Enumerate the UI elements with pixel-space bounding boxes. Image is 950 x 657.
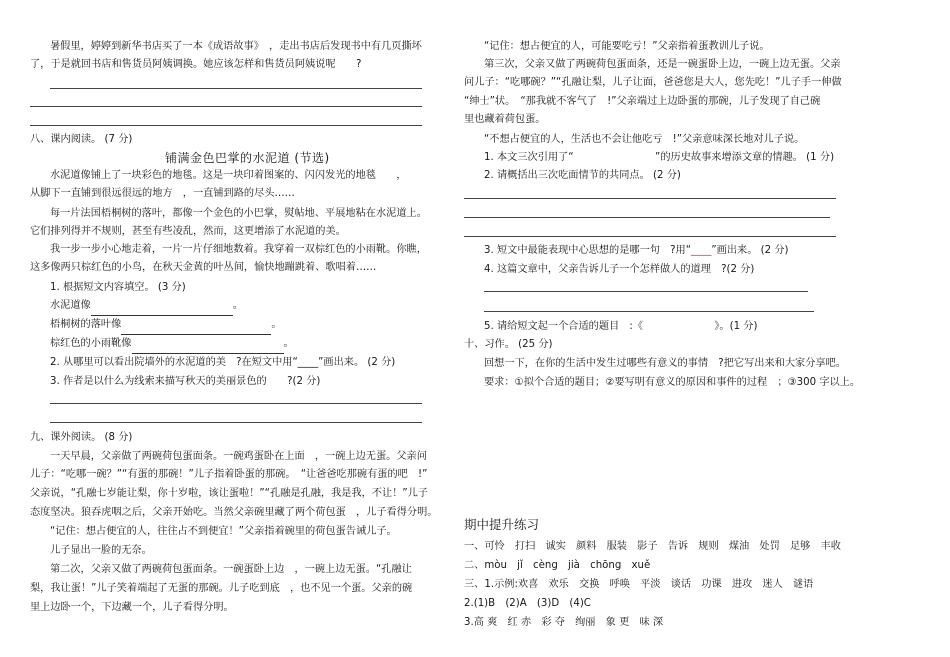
question-3: 3. 作者是以什么为线索来描写秋天的美丽景色的 ?(2 分) — [50, 376, 321, 387]
answers-title: 期中提升练习 — [464, 517, 540, 532]
fill-blank-a: 水泥道像 。 — [50, 297, 243, 316]
answer-line-5: 3.高 爽 红 赤 彩 夺 绚丽 象 更 味 深 — [464, 617, 664, 628]
composition-prompt: 回想一下，在你的生活中发生过哪些有意义的事情 ?把它写出来和大家分享吧。 — [484, 358, 846, 369]
question-3-text: 3. 短文中最能表现中心思想的是哪一句 ?用“ — [484, 245, 692, 256]
passage-line: “记住：想占便宜的人，可能要吃亏！”父亲指着蛋教训儿子说。 — [484, 41, 770, 52]
passage-line: 梨，我让蛋！”儿子笑着端起了无蛋的那碗。儿子吃到底 ，也不见一个蛋。父亲的碗 — [30, 583, 413, 594]
passage-line: 每一片法国梧桐树的落叶，都像一个金色的小巴掌，熨帖地、平展地粘在水泥道上。 — [50, 208, 427, 219]
question-1: 1. 根据短文内容填空。 (3 分) — [50, 282, 186, 293]
answer-line — [464, 217, 830, 218]
blank-field[interactable] — [121, 316, 271, 335]
section-10-heading: 十、习作。 (25 分) — [464, 339, 553, 350]
passage-line: 这多像两只棕红色的小鸟，在秋天金黄的叶丛间，愉快地蹦跳着、歌唱着…… — [30, 262, 377, 273]
fill-blank-b-label: 梧桐树的落叶像 — [50, 319, 122, 330]
answer-line — [484, 311, 814, 312]
passage-line: 态度坚决。狼吞虎咽之后，父亲开始吃。当然父亲碗里藏了两个荷包蛋 ，儿子看得分明。 — [30, 507, 438, 518]
blank-field[interactable] — [132, 335, 284, 354]
answer-line — [30, 106, 422, 107]
question-3 — [484, 242, 789, 260]
fill-blank-a-label: 水泥道像 — [50, 300, 91, 311]
answer-line-3: 三、1.示例:欢喜 欢乐 交换 呼唤 平淡 谈话 功课 进攻 迷人 谜语 — [464, 579, 814, 590]
question-4: 4. 这篇文章中，父亲告诉儿子一个怎样做人的道理 ?(2 分) — [484, 264, 755, 275]
answer-line — [30, 125, 422, 126]
passage-line: 第三次，父亲又做了两碗荷包蛋面条，还是一碗蛋卧上边，一碗上边无蛋。父亲 — [484, 59, 841, 70]
question-5: 5. 请给短文起一个合适的题目 :《 》。(1 分) — [484, 321, 758, 332]
passage-line: “记住：想占便宜的人，往往占不到便宜！”父亲指着碗里的荷包蛋告诫儿子。 — [50, 526, 397, 537]
passage-line: 我一步一步小心地走着，一片一片仔细地数着。我穿着一双棕红色的小雨靴。你瞧， — [50, 244, 427, 255]
question-3-tail: ”画出来。 (2 分) — [711, 245, 789, 256]
passage-line: 里上边卧一个，下边藏一个，儿子看得分明。 — [30, 602, 234, 613]
answer-line-4: 2.(1)B (2)A (3)D (4)C — [464, 598, 591, 609]
answer-line — [484, 291, 808, 292]
passage-line: 儿子显出一脸的无奈。 — [50, 545, 152, 556]
blank-field[interactable] — [91, 297, 233, 316]
answer-line — [50, 422, 422, 423]
passage-line: 第二次，父亲又做了两碗荷包蛋面条。一碗蛋卧上边 ，一碗上边无蛋。“孔融让 — [50, 564, 412, 575]
intro-line-2: 了，于是就回书店和售货员阿姨调换。她应该怎样和售货员阿姨说呢 ? — [30, 59, 362, 70]
intro-line-1: 暑假里，婷婷到新华书店买了一本《成语故事》 ，走出书店后发现书中有几页撕坏 — [50, 41, 422, 52]
section-9-heading: 九、课外阅读。 (8 分) — [30, 432, 133, 443]
answer-line — [50, 88, 422, 89]
answer-line — [464, 198, 836, 199]
passage-line: “不想占便宜的人，生活也不会让他吃亏 !”父亲意味深长地对儿子说。 — [484, 134, 805, 145]
answer-line — [464, 236, 836, 237]
passage-line: 里也藏着荷包蛋。 — [464, 114, 546, 125]
answer-line-1: 一、可怜 打扫 诚实 颜料 服装 影子 告诉 规则 煤油 处罚 足够 丰收 — [464, 541, 841, 552]
answer-line — [50, 403, 422, 404]
section-8-heading: 八、课内阅读。 (7 分) — [30, 134, 133, 145]
passage-line: 问儿子：“吃哪碗？”“孔融让梨，儿子让面，爸爸您是大人，您先吃！”儿子手一伸做 — [464, 77, 842, 88]
underline-marker: ____ — [691, 245, 712, 256]
passage-line: “绅士”状。 “那我就不客气了 !”父亲端过上边卧蛋的那碗，儿子发现了自己碗 — [464, 96, 821, 107]
question-2: 2. 请概括出三次吃面情节的共同点。 (2 分) — [484, 170, 681, 181]
fill-blank-c: 棕红色的小雨靴像 。 — [50, 335, 294, 354]
passage-line: 水泥道像铺上了一块彩色的地毯。这是一块印着图案的、闪闪发光的地毯 ， — [50, 170, 407, 181]
fill-blank-b: 梧桐树的落叶像 。 — [50, 316, 282, 335]
question-2: 2. 从哪里可以看出院墙外的水泥道的美 ?在短文中用“____”画出来。 (2 分) — [50, 357, 396, 368]
passage-line: 它们排列得并不规则，甚至有些凌乱，然而，这更增添了水泥道的美。 — [30, 226, 346, 237]
passage-line: 父亲说，“孔融七岁能让梨，你十岁啦，该让蛋啦！”“孔融是孔融，我是我，不让！”儿子 — [30, 488, 429, 499]
passage-title: 铺满金色巴掌的水泥道 (节选) — [165, 151, 330, 165]
passage-line: 从脚下一直铺到很远很远的地方 ，一直铺到路的尽头…… — [30, 188, 295, 199]
passage-line: 一天早晨，父亲做了两碗荷包蛋面条。一碗鸡蛋卧在上面 ，一碗上边无蛋。父亲问 — [50, 451, 427, 462]
passage-line: 儿子：“吃哪一碗？”“有蛋的那碗！”儿子指着卧蛋的那碗。 “让爸爸吃那碗有蛋的吧 !” — [30, 469, 428, 480]
question-1: 1. 本文三次引用了“ ”的历史故事来增添文章的情趣。 (1 分) — [484, 152, 835, 163]
composition-requirements: 要求：①拟个合适的题目；②要写明有意义的原因和事件的过程 ；③300 字以上。 — [484, 377, 861, 388]
answer-line-2: 二、mòu jǐ cèng jià chōng xuě — [464, 560, 651, 571]
fill-blank-c-label: 棕红色的小雨靴像 — [50, 338, 132, 349]
